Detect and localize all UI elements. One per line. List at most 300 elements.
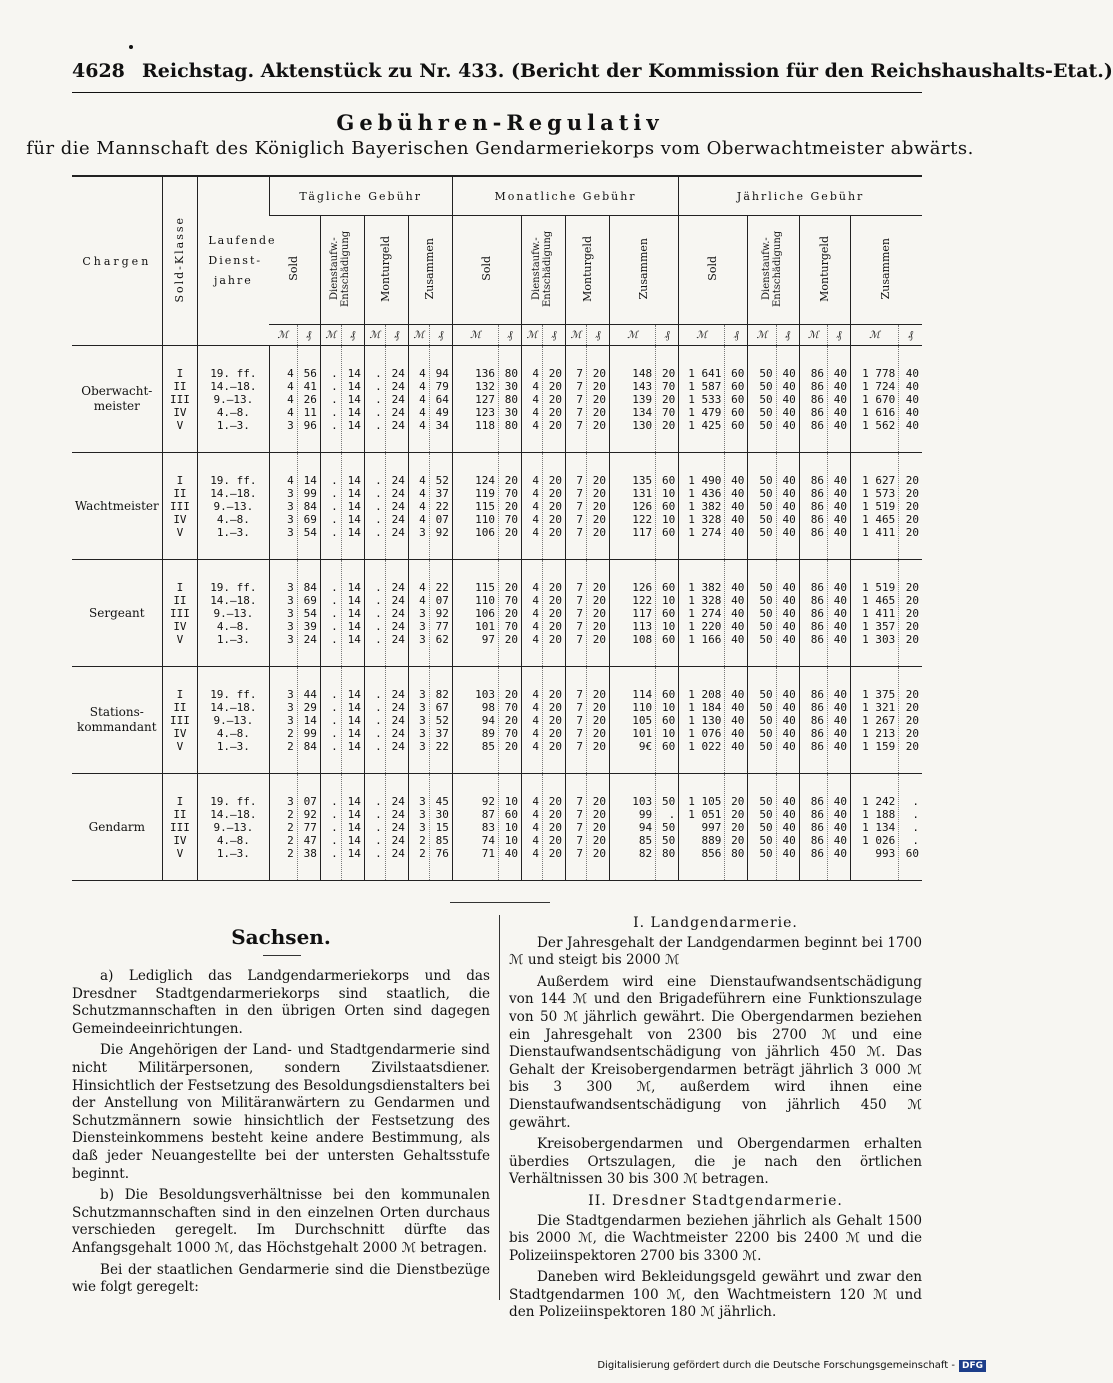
unit-pfennig: ₰	[297, 325, 320, 346]
value-line: 4	[287, 366, 294, 380]
j-zus-mark-cell	[851, 774, 899, 881]
m-zus-mark-cell-values	[610, 688, 652, 753]
value-line: .	[375, 418, 382, 432]
t-sold-pfennig-cell-values	[298, 795, 317, 860]
value-line: 98	[481, 700, 495, 714]
value-line: 122	[632, 512, 653, 526]
value-line: 10	[504, 820, 519, 834]
value-line: 20	[592, 392, 607, 406]
value-line: 118	[475, 418, 495, 432]
value-line: 60	[661, 606, 676, 620]
value-line: 20	[548, 846, 563, 860]
value-line: 1 026	[862, 833, 896, 847]
value-line: I	[176, 366, 184, 380]
value-line: 40	[731, 726, 745, 740]
j-sold-mark-cell	[679, 667, 725, 774]
value-line: I	[176, 580, 184, 594]
j-zus-pfennig-cell	[899, 346, 922, 453]
value-line: 14	[347, 820, 361, 834]
t-sold-mark-cell-values	[270, 581, 294, 646]
value-line: 40	[905, 418, 919, 432]
t-zus-mark-cell-values	[409, 474, 426, 539]
footer-text: Digitalisierung gefördert durch die Deutsche Forschungsgemeinschaft -	[597, 1360, 955, 1371]
value-line: 50	[661, 794, 676, 808]
value-line: 4	[287, 473, 294, 487]
t-sold-pfennig-cell	[297, 560, 320, 667]
value-line: 4	[532, 606, 539, 620]
value-line: 1 242	[862, 794, 896, 808]
value-line: 40	[833, 820, 848, 834]
sold-class-cell-values	[163, 581, 198, 646]
value-line: 4	[419, 486, 426, 500]
value-line: 60	[731, 379, 745, 393]
value-line: 3	[419, 739, 426, 753]
value-line: 40	[833, 499, 848, 513]
unit-mark: ℳ	[851, 325, 899, 346]
value-line: 86	[810, 632, 824, 646]
m-mont-pfennig-cell	[587, 774, 610, 881]
value-line: 40	[782, 512, 796, 526]
t-mont-pfennig-cell-values	[386, 688, 405, 753]
j-dienst-pfennig-cell-values	[777, 795, 796, 860]
value-line: 20	[592, 580, 607, 594]
value-line: 80	[661, 846, 676, 860]
value-line: 50	[759, 580, 773, 594]
value-line: 4	[532, 726, 539, 740]
value-line: .	[331, 392, 338, 406]
m-dienst-mark-cell	[522, 774, 543, 881]
sold-class-cell-values	[163, 367, 198, 432]
value-line: 86	[810, 833, 824, 847]
value-line: 50	[661, 820, 676, 834]
value-line: .	[331, 739, 338, 753]
value-line: .	[375, 726, 382, 740]
value-line: 106	[475, 606, 495, 620]
value-line: 50	[759, 379, 773, 393]
value-line: 20	[592, 739, 607, 753]
value-line: .	[912, 807, 919, 821]
value-line: 40	[782, 739, 796, 753]
value-line: 40	[833, 726, 848, 740]
value-line: 77	[303, 820, 317, 834]
value-line: .	[912, 833, 919, 847]
value-line: 20	[548, 700, 563, 714]
value-line: 40	[782, 366, 796, 380]
value-line: 20	[548, 820, 563, 834]
value-line: 40	[731, 739, 745, 753]
value-line: 14	[347, 593, 361, 607]
j-mont-pfennig-cell-values	[828, 474, 847, 539]
m-mont-mark-cell	[566, 560, 587, 667]
t-dienst-mark-cell	[320, 560, 341, 667]
value-line: I	[176, 473, 184, 487]
value-line: 1 425	[688, 418, 722, 432]
value-line: 1 051	[688, 807, 722, 821]
value-line: 24	[391, 593, 405, 607]
left-text-column	[72, 968, 490, 1301]
m-dienst-pfennig-cell	[543, 346, 566, 453]
value-line: 40	[504, 846, 519, 860]
value-line: 110	[475, 593, 495, 607]
m-zus-pfennig-cell-values	[656, 795, 675, 860]
value-line: 3	[287, 700, 294, 714]
value-line: 40	[782, 687, 796, 701]
value-line: 3	[287, 580, 294, 594]
j-mont-pfennig-cell-values	[828, 367, 847, 432]
value-line: 40	[782, 473, 796, 487]
t-dienst-mark-cell	[320, 667, 341, 774]
m-zus-pfennig-cell-values	[656, 581, 675, 646]
j-dienst-pfennig-cell-values	[777, 688, 796, 753]
m-dienst-pfennig-cell	[543, 774, 566, 881]
t-dienst-mark-cell-values	[321, 795, 338, 860]
value-line: 40	[782, 499, 796, 513]
value-line: 20	[504, 632, 519, 646]
value-line: 1 328	[688, 512, 722, 526]
value-line: 101	[632, 726, 653, 740]
unit-pfennig: ₰	[899, 325, 922, 346]
value-line: 24	[391, 392, 405, 406]
value-line: 40	[731, 525, 745, 539]
value-line: 26	[303, 392, 317, 406]
t-dienst-mark-cell	[320, 453, 341, 560]
unit-pfennig: ₰	[429, 325, 452, 346]
value-line: 20	[731, 807, 745, 821]
t-mont-mark-cell	[364, 774, 385, 881]
m-dienst-mark-cell-values	[522, 367, 539, 432]
value-line: 14.—18.	[210, 379, 257, 393]
value-line: 86	[810, 846, 824, 860]
value-line: 4	[532, 794, 539, 808]
value-line: 993	[875, 846, 896, 860]
value-line: 14.—18.	[210, 486, 257, 500]
t-dienst-mark-cell	[320, 774, 341, 881]
t-zus-pfennig-cell-values	[430, 474, 449, 539]
sold-class-cell	[162, 560, 198, 667]
value-line: 24	[303, 632, 317, 646]
value-line: 69	[303, 512, 317, 526]
value-line: 24	[391, 525, 405, 539]
value-line: 24	[391, 580, 405, 594]
m-sold-mark-cell-values	[453, 474, 495, 539]
value-line: 19. ff.	[210, 794, 257, 808]
value-line: 70	[504, 593, 519, 607]
t-mont-pfennig-cell	[385, 560, 408, 667]
value-line: .	[331, 713, 338, 727]
unit-pfennig: ₰	[725, 325, 748, 346]
t-zus-pfennig-cell	[429, 560, 452, 667]
value-line: 7	[576, 392, 583, 406]
value-line: 50	[759, 499, 773, 513]
value-line: 7	[576, 580, 583, 594]
t-dienst-mark-cell-values	[321, 688, 338, 753]
value-line: III	[170, 499, 190, 513]
t-zus-pfennig-cell-values	[430, 367, 449, 432]
m-sold-pfennig-cell	[499, 774, 522, 881]
value-line: .	[375, 687, 382, 701]
value-line: .	[331, 820, 338, 834]
value-line: V	[176, 632, 184, 646]
m-dienst-mark-cell-values	[522, 581, 539, 646]
t-dienst-pfennig-cell-values	[342, 581, 361, 646]
value-line: 1 670	[862, 392, 896, 406]
value-line: 40	[782, 418, 796, 432]
value-line: 101	[475, 619, 495, 633]
m-mont-mark-cell-values	[566, 474, 583, 539]
j-dienst-mark-cell	[748, 560, 776, 667]
value-line: .	[375, 580, 382, 594]
value-line: .	[331, 606, 338, 620]
value-line: 127	[475, 392, 495, 406]
value-line: 24	[391, 713, 405, 727]
value-line: 20	[548, 807, 563, 821]
j-mont-pfennig-cell-values	[828, 795, 847, 860]
value-line: 20	[548, 379, 563, 393]
value-line: 89	[481, 726, 495, 740]
m-mont-mark-cell-values	[566, 688, 583, 753]
value-line: 24	[391, 366, 405, 380]
value-line: 80	[504, 366, 519, 380]
value-line: .	[375, 807, 382, 821]
j-sold-mark-cell	[679, 453, 725, 560]
t-dienst-pfennig-cell-values	[342, 367, 361, 432]
t-sold-pfennig-cell	[297, 667, 320, 774]
t-zus-pfennig-cell-values	[430, 688, 449, 753]
value-line: 86	[810, 713, 824, 727]
value-line: 20	[548, 418, 563, 432]
charge-name: Oberwacht-meister	[81, 384, 153, 413]
value-line: 2	[287, 820, 294, 834]
value-line: 20	[661, 392, 676, 406]
value-line: 86	[810, 820, 824, 834]
value-line: 92	[303, 807, 317, 821]
value-line: 24	[391, 700, 405, 714]
value-line: 3	[419, 713, 426, 727]
service-years-cell-values	[198, 581, 268, 646]
m-zus-pfennig-cell	[656, 774, 679, 881]
value-line: 103	[632, 794, 653, 808]
value-line: 20	[504, 499, 519, 513]
value-line: 4	[532, 486, 539, 500]
value-line: 20	[548, 499, 563, 513]
unit-mark: ℳ	[452, 325, 498, 346]
m-dienst-mark-cell	[522, 453, 543, 560]
value-line: 40	[905, 379, 919, 393]
value-line: 14.—18.	[210, 700, 257, 714]
value-line: 47	[303, 833, 317, 847]
value-line: 14	[347, 486, 361, 500]
value-line: .	[375, 593, 382, 607]
value-line: 40	[833, 379, 848, 393]
value-line: 20	[548, 486, 563, 500]
value-line: 2	[287, 739, 294, 753]
m-sold-mark-cell-values	[453, 581, 495, 646]
value-line: I	[176, 687, 184, 701]
value-line: 40	[782, 606, 796, 620]
j-zus-mark-cell-values	[851, 795, 895, 860]
value-line: 40	[731, 606, 745, 620]
sub-m-zusammen: Zusammen	[610, 216, 679, 325]
value-line: 50	[759, 632, 773, 646]
value-line: 50	[759, 418, 773, 432]
value-line: 60	[661, 499, 676, 513]
m-sold-pfennig-cell	[499, 453, 522, 560]
t-zus-pfennig-cell	[429, 774, 452, 881]
value-line: 1 616	[862, 405, 896, 419]
value-line: 50	[759, 619, 773, 633]
value-line: 60	[905, 846, 919, 860]
value-line: 14	[303, 473, 317, 487]
value-line: 20	[592, 473, 607, 487]
value-line: 4	[532, 619, 539, 633]
value-line: 1 465	[862, 593, 896, 607]
m-mont-mark-cell-values	[566, 367, 583, 432]
j-mont-pfennig-cell	[827, 560, 850, 667]
value-line: 40	[833, 512, 848, 526]
value-line: 60	[731, 405, 745, 419]
value-line: 7	[576, 593, 583, 607]
sub-m-sold: Sold	[452, 216, 521, 325]
t-dienst-pfennig-cell-values	[342, 474, 361, 539]
value-line: .	[912, 794, 919, 808]
value-line: .	[331, 794, 338, 808]
j-mont-mark-cell-values	[800, 581, 824, 646]
value-line: I	[176, 794, 184, 808]
j-zus-mark-cell	[851, 453, 899, 560]
value-line: 20	[548, 512, 563, 526]
value-line: 30	[435, 807, 449, 821]
t-mont-mark-cell	[364, 667, 385, 774]
value-line: 94	[435, 366, 449, 380]
value-line: 1 022	[688, 739, 722, 753]
table-row	[72, 453, 922, 560]
m-mont-mark-cell	[566, 453, 587, 560]
value-line: 40	[782, 713, 796, 727]
sold-class-cell-values	[163, 795, 198, 860]
value-line: 3	[287, 499, 294, 513]
value-line: 4	[532, 366, 539, 380]
j-mont-mark-cell	[799, 453, 827, 560]
m-dienst-pfennig-cell-values	[543, 688, 562, 753]
t-mont-pfennig-cell	[385, 667, 408, 774]
value-line: 4	[287, 379, 294, 393]
value-line: 4	[532, 499, 539, 513]
unit-mark: ℳ	[269, 325, 297, 346]
value-line: 3	[419, 606, 426, 620]
value-line: 20	[905, 606, 919, 620]
value-line: IV	[173, 833, 187, 847]
m-mont-pfennig-cell	[587, 346, 610, 453]
value-line: 50	[759, 525, 773, 539]
value-line: 40	[782, 580, 796, 594]
value-line: 50	[759, 366, 773, 380]
value-line: II	[173, 700, 187, 714]
m-dienst-pfennig-cell	[543, 453, 566, 560]
j-mont-mark-cell-values	[800, 795, 824, 860]
value-line: 86	[810, 473, 824, 487]
value-line: 7	[576, 687, 583, 701]
value-line: 20	[592, 726, 607, 740]
value-line: 14.—18.	[210, 807, 257, 821]
value-line: 20	[731, 833, 745, 847]
value-line: 4	[532, 820, 539, 834]
header-monatlich: Monatliche Gebühr	[452, 176, 678, 216]
value-line: 20	[592, 687, 607, 701]
value-line: 20	[548, 619, 563, 633]
j-dienst-pfennig-cell-values	[777, 367, 796, 432]
value-line: 1 105	[688, 794, 722, 808]
value-line: 20	[548, 739, 563, 753]
value-line: 14	[347, 846, 361, 860]
j-sold-mark-cell-values	[679, 581, 721, 646]
value-line: 15	[435, 820, 449, 834]
value-line: 20	[905, 726, 919, 740]
j-sold-mark-cell-values	[679, 795, 721, 860]
value-line: 14	[347, 405, 361, 419]
value-line: .	[375, 619, 382, 633]
value-line: 40	[782, 807, 796, 821]
j-sold-mark-cell-values	[679, 688, 721, 753]
m-zus-mark-cell	[610, 346, 656, 453]
value-line: 19. ff.	[210, 473, 257, 487]
value-line: 1 519	[862, 499, 896, 513]
t-zus-mark-cell	[408, 667, 429, 774]
value-line: 110	[632, 700, 653, 714]
value-line: 50	[759, 726, 773, 740]
j-dienst-pfennig-cell	[776, 346, 799, 453]
value-line: 52	[435, 713, 449, 727]
value-line: 07	[435, 593, 449, 607]
sub-t-montur: Monturgeld	[364, 216, 408, 325]
value-line: 4	[532, 713, 539, 727]
value-line: 80	[504, 418, 519, 432]
t-dienst-mark-cell	[320, 346, 341, 453]
value-line: 3	[287, 512, 294, 526]
value-line: 54	[303, 606, 317, 620]
j-mont-mark-cell-values	[800, 688, 824, 753]
value-line: 1 382	[688, 580, 722, 594]
t-sold-pfennig-cell	[297, 774, 320, 881]
j-sold-pfennig-cell-values	[725, 688, 744, 753]
t-sold-pfennig-cell	[297, 346, 320, 453]
value-line: 14	[347, 512, 361, 526]
m-sold-mark-cell	[452, 346, 498, 453]
j-sold-pfennig-cell	[725, 346, 748, 453]
value-line: 40	[782, 632, 796, 646]
value-line: 14	[347, 713, 361, 727]
value-line: 7	[576, 794, 583, 808]
unit-pfennig: ₰	[587, 325, 610, 346]
t-mont-pfennig-cell-values	[386, 795, 405, 860]
value-line: 3	[419, 820, 426, 834]
t-zus-mark-cell	[408, 346, 429, 453]
service-years-cell	[198, 560, 269, 667]
t-zus-mark-cell	[408, 560, 429, 667]
value-line: 11	[303, 405, 317, 419]
value-line: 2	[287, 726, 294, 740]
value-line: 85	[435, 833, 449, 847]
value-line: 07	[303, 794, 317, 808]
value-line: 96	[303, 418, 317, 432]
value-line: 86	[810, 700, 824, 714]
value-line: 1 303	[862, 632, 896, 646]
sold-class-cell	[162, 453, 198, 560]
value-line: 24	[391, 405, 405, 419]
value-line: 20	[592, 713, 607, 727]
t-mont-pfennig-cell-values	[386, 581, 405, 646]
value-line: 40	[833, 632, 848, 646]
value-line: 82	[435, 687, 449, 701]
